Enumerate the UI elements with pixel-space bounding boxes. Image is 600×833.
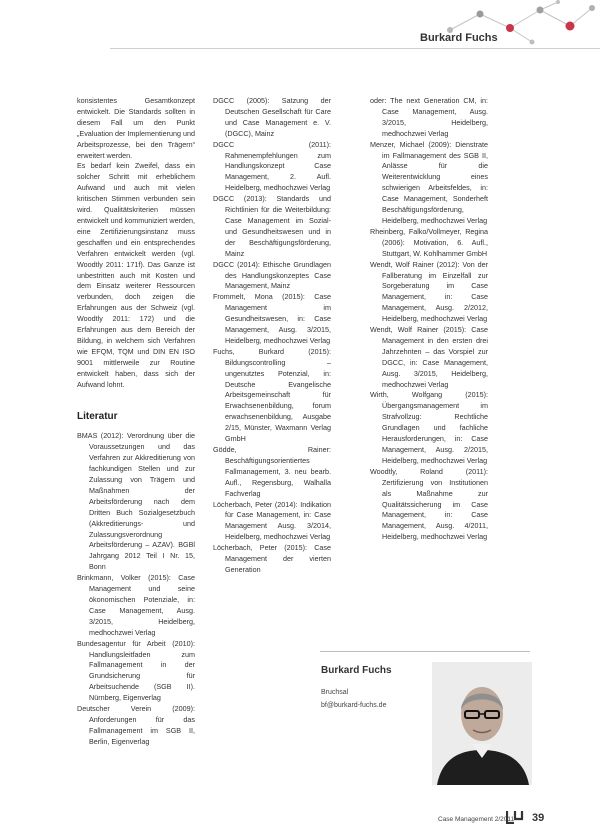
- reference-entry: Wendt, Wolf Rainer (2015): Case Management in den ersten drei Jahrzehnten – das Vorspiel zur DGCC, in: Case Management, Ausg. 3/2015, Heidelberg, medhochzwei Verlag: [370, 325, 488, 389]
- reference-entry: Wirth, Wolfgang (2015): Übergangsmanagement im Strafvollzug: Rechtliche Grundlagen und fachliche Herausforderungen, in: Case Management, Ausg. 2/2015, Heidelberg, medhochzwei Verlag: [370, 390, 488, 465]
- page-number: 39: [532, 812, 545, 824]
- reference-entry: oder: The next Generation CM, in: Case Management, Ausg. 3/2015, Heidelberg, medhochzwei Verlag: [370, 96, 488, 138]
- column-1: [77, 96, 195, 748]
- reference-entry: Löcherbach, Peter (2014): Indikation für Case Management, in: Case Management Ausg. 3/2014, Heidelberg, medhochzwei Verlag: [213, 499, 331, 542]
- journal-logo-icon: [506, 810, 524, 824]
- column-3: [370, 96, 488, 543]
- author-portrait-image: [432, 662, 532, 785]
- reference-entry: DGCC (2014): Ethische Grundlagen des Handlungskonzeptes Case Management, Mainz: [213, 259, 331, 291]
- body-paragraph: Es bedarf kein Zweifel, dass ein solcher Schritt mit erheblichem Aufwand und auch mit vielen kritischen Stimmen verbunden sein wird. Qualitätskriterien müssen entwickelt und kommuniziert werden, eine Zertifizierungsinstanz muss geschaffen und ein entsprechendes Verfahren entwickelt werden (vgl. Woodtly 2011: 171f). Das Ganze ist unbestritten auch mit Kosten und dem Einsatz weiterer Ressourcen verbunden, doch zeigen die Erfahrungen aus der Schweiz (vgl. Woodtly 2011: 172) und die Erfahrungen aus dem Bereich der Bildung, in welchem sich Verfahren wie EFQM, TQM und DIN EN ISO 9001 mittlerweile zur Routine entwickelt haben, dass sich der Aufwand lohnt.: [77, 161, 195, 389]
- reference-entry: Wendt, Wolf Rainer (2012): Von der Fallberatung im Einzelfall zur Sorgeberatung im Case Management, in: Case Management, Ausg. 2/2012, Heidelberg, medhochzwei Verlag: [370, 259, 488, 324]
- reference-entry: Rheinberg, Falko/Vollmeyer, Regina (2006): Motivation, 6. Aufl., Stuttgart, W. Kohlhammer GmbH: [370, 226, 488, 258]
- bio-email-link[interactable]: bf@burkard-fuchs.de: [321, 702, 387, 709]
- literature-heading: Literatur: [77, 411, 118, 423]
- body-paragraph: konsistentes Gesamtkonzept entwickelt. Die Standards sollten in diesem Fall um den Punkt „Evaluation der Implementierung und Arbeitsprozesse, bei den Trägern“ erweitert werden.: [77, 96, 195, 160]
- reference-entry: Löcherbach, Peter (2015): Case Management der vierten Generation: [213, 543, 331, 574]
- reference-entry: Frommelt, Mona (2015): Case Management im Gesundheitswesen, in: Case Management, Ausg. 3/2015, Heidelberg, medhochzwei Verlag: [213, 292, 331, 345]
- reference-entry: Menzer, Michael (2009): Dienstrate im Fallmanagement des SGB II, Anlässe für die Weiterentwicklung eines schwierigen Arbeitsfeldes, in: Case Management, Sonderheft Beschäftigungsförderung, Heidelberg, medhochzwei Verlag: [370, 139, 488, 225]
- reference-entry: Brinkmann, Volker (2015): Case Management und seine ökonomischen Potenziale, in: Case Management, Ausg. 3/2015, Heidelberg, medhochzwei Verlag: [77, 573, 195, 637]
- reference-entry: Bundesagentur für Arbeit (2010): Handlungsleitfaden zum Fallmanagement in der Grundsicherung für Arbeitsuchende (SGB II). Nürnberg, Eigenverlag: [77, 638, 195, 703]
- column-2: [213, 96, 331, 576]
- bio-name: Burkard Fuchs: [321, 665, 392, 676]
- reference-entry: DGCC (2011): Rahmenempfehlungen zum Handlungskonzept Case Management, 2. Aufl. Heidelberg, medhochzwei Verlag: [213, 139, 331, 193]
- header-author: Burkard Fuchs: [420, 32, 498, 44]
- bio-role: Bruchsal: [321, 689, 349, 696]
- reference-entry: Fuchs, Burkard (2015): Bildungscontrolling – ungenutztes Potenzial, in: Deutsche Evangelische Arbeitsgemeinschaft für Erwachsenenbildung, forum erwachsenenbildung, Ausgabe 2/15, Münster, Waxmann Verlag GmbH: [213, 346, 331, 444]
- reference-entry: BMAS (2012): Verordnung über die Voraussetzungen und das Verfahren zur Akkreditierung von fachkundigen Stellen und zur Zulassung von Trägern und Maßnahmen der Arbeitsförderung nach dem Dritten Buch Sozialgesetzbuch (Akkreditierungs- und Zulassungsverordnung Arbeitsförderung – AZAV). BGBl Jahrgang 2012 Teil I Nr. 15, Bonn: [77, 431, 195, 572]
- reference-entry: Gödde, Rainer: Beschäftigungsorientiertes Fallmanagement, 3. neu bearb. Aufl., Regensburg, Walhalla Fachverlag: [213, 445, 331, 498]
- reference-entry: DGCC (2005): Satzung der Deutschen Gesellschaft für Care und Case Management e. V. (DGCC), Mainz: [213, 96, 331, 138]
- author-photo: [432, 662, 532, 785]
- reference-entry: DGCC (2013): Standards und Richtlinien für die Weiterbildung: Case Management im Sozial- und Gesundheitswesen und in der Beschäftigungsförderung, Mainz: [213, 194, 331, 258]
- bio-divider: [320, 651, 530, 652]
- reference-entry: Deutscher Verein (2009): Anforderungen für das Fallmanagement im SGB II, Berlin, Eigenverlag: [77, 704, 195, 746]
- header-divider: [110, 48, 600, 49]
- footer-journal: Case Management 2/2011: [438, 816, 515, 823]
- reference-entry: Woodtly, Roland (2011): Zertifizierung von Institutionen als Maßnahme zur Qualitätssicherung im Case Management, in: Case Management, Ausg. 4/2011, Heidelberg, medhochzwei Verlag: [370, 466, 488, 542]
